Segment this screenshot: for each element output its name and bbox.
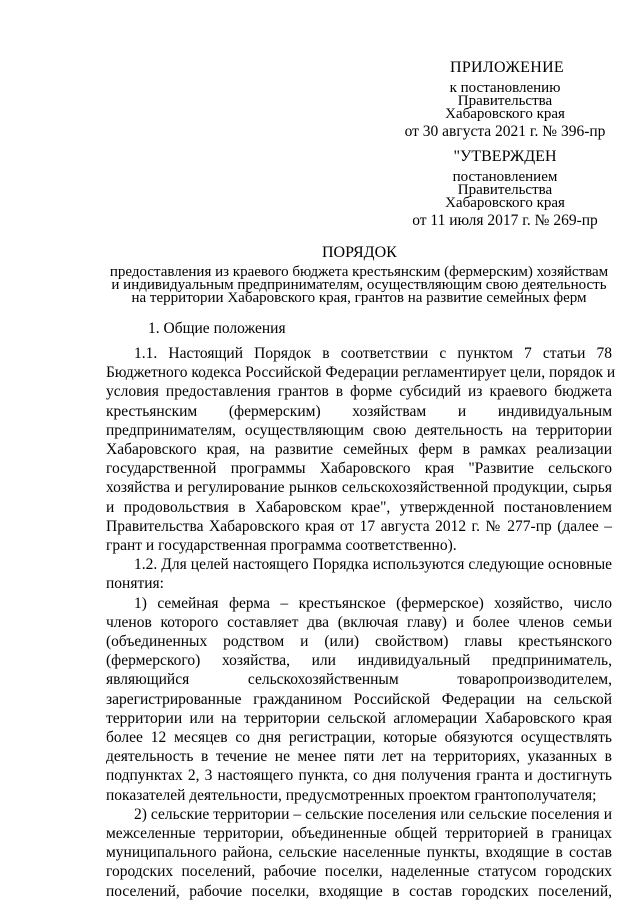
body-line: 2) сельские территории – сельские поселения или сельские поселения и	[134, 805, 612, 823]
body-line: и продовольствия в Хабаровском крае", утвержденной постановлением	[106, 498, 612, 516]
approved-line: Хабаровского края	[445, 195, 565, 211]
appendix-line: Хабаровского края	[445, 106, 565, 122]
body-line: Бюджетного кодекса Российской Федерации регламентирует цели, порядок и	[106, 364, 616, 382]
document-title: ПОРЯДОК	[322, 244, 397, 261]
section-heading: 1. Общие положения	[148, 320, 286, 337]
body-line: понятия:	[106, 575, 164, 593]
body-line: государственной программы Хабаровского края "Развитие сельского	[106, 460, 612, 478]
approved-line: Правительства	[457, 182, 553, 198]
body-line: членов которого составляет два (включая главу) и более членов семьи	[106, 613, 612, 631]
body-line: показателей деятельности, предусмотренных проектом грантополучателя;	[106, 786, 597, 804]
body-line: предпринимателям, осуществляющим свою деятельность на территории	[106, 421, 612, 439]
body-line: (фермерского) хозяйства, или индивидуальный предприниматель,	[106, 652, 612, 670]
approved-title: "УТВЕРЖДЕН	[453, 148, 557, 165]
appendix-line: к постановлению	[449, 80, 561, 96]
body-line: являющийся сельскохозяйственным товаропроизводителем,	[106, 671, 612, 689]
body-line: 1.1. Настоящий Порядок в соответствии с пунктом 7 статьи 78	[134, 345, 612, 362]
body-line: подпунктах 2, 3 настоящего пункта, со дня получения гранта и достигнуть	[106, 767, 612, 785]
body-line: грант и государственная программа соответственно).	[106, 537, 457, 554]
document-subtitle-line: предоставления из краевого бюджета крестьянским (фермерским) хозяйствам	[109, 264, 609, 280]
body-line: Хабаровского края, на развитие семейных ферм в рамках реализации	[106, 441, 612, 458]
document-subtitle-line: и индивидуальным предпринимателям, осуществляющим свою деятельность	[111, 277, 607, 293]
body-line: хозяйства и регулирование рынков сельскохозяйственной продукции, сырья	[106, 479, 612, 497]
appendix-title: ПРИЛОЖЕНИЕ	[450, 59, 565, 76]
approved-line: постановлением	[452, 169, 558, 185]
body-line: более 12 месяцев со дня регистрации, которые обязуются осуществлять	[106, 729, 612, 746]
body-line: (объединенных родством и (или) свойством) главы крестьянского	[106, 633, 612, 650]
body-line: зарегистрированные гражданином Российской Федерации на сельской	[106, 690, 612, 708]
body-line: поселений, рабочие поселки, входящие в состав городских поселений,	[106, 882, 612, 900]
body-line: условия предоставления грантов в форме субсидий из краевого бюджета	[106, 383, 612, 401]
appendix-line: Правительства	[457, 93, 553, 109]
appendix-date: от 30 августа 2021 г. № 396-пр	[404, 123, 606, 140]
body-line: городских поселений, рабочие поселки, наделенные статусом городских	[106, 863, 612, 881]
body-line: крестьянским (фермерским) хозяйствам и индивидуальным	[106, 402, 612, 420]
body-line: деятельность в течение не менее пяти лет на территориях, указанных в	[106, 748, 612, 766]
body-line: Правительства Хабаровского края от 17 августа 2012 г. № 277-пр (далее –	[106, 517, 612, 535]
body-line: межселенные территории, объединенные общей территорией в границах	[106, 825, 612, 842]
approved-date: от 11 июля 2017 г. № 269-пр	[412, 212, 598, 229]
document-subtitle-line: на территории Хабаровского края, грантов на развитие семейных ферм	[131, 290, 587, 306]
body-line: 1.2. Для целей настоящего Порядка используются следующие основные	[134, 556, 612, 574]
body-line: территории или на территории сельской агломерации Хабаровского края	[106, 709, 612, 727]
body-line: 1) семейная ферма – крестьянское (фермерское) хозяйство, число	[134, 594, 612, 612]
body-line: муниципального района, сельские населенные пункты, входящие в состав	[106, 844, 612, 862]
